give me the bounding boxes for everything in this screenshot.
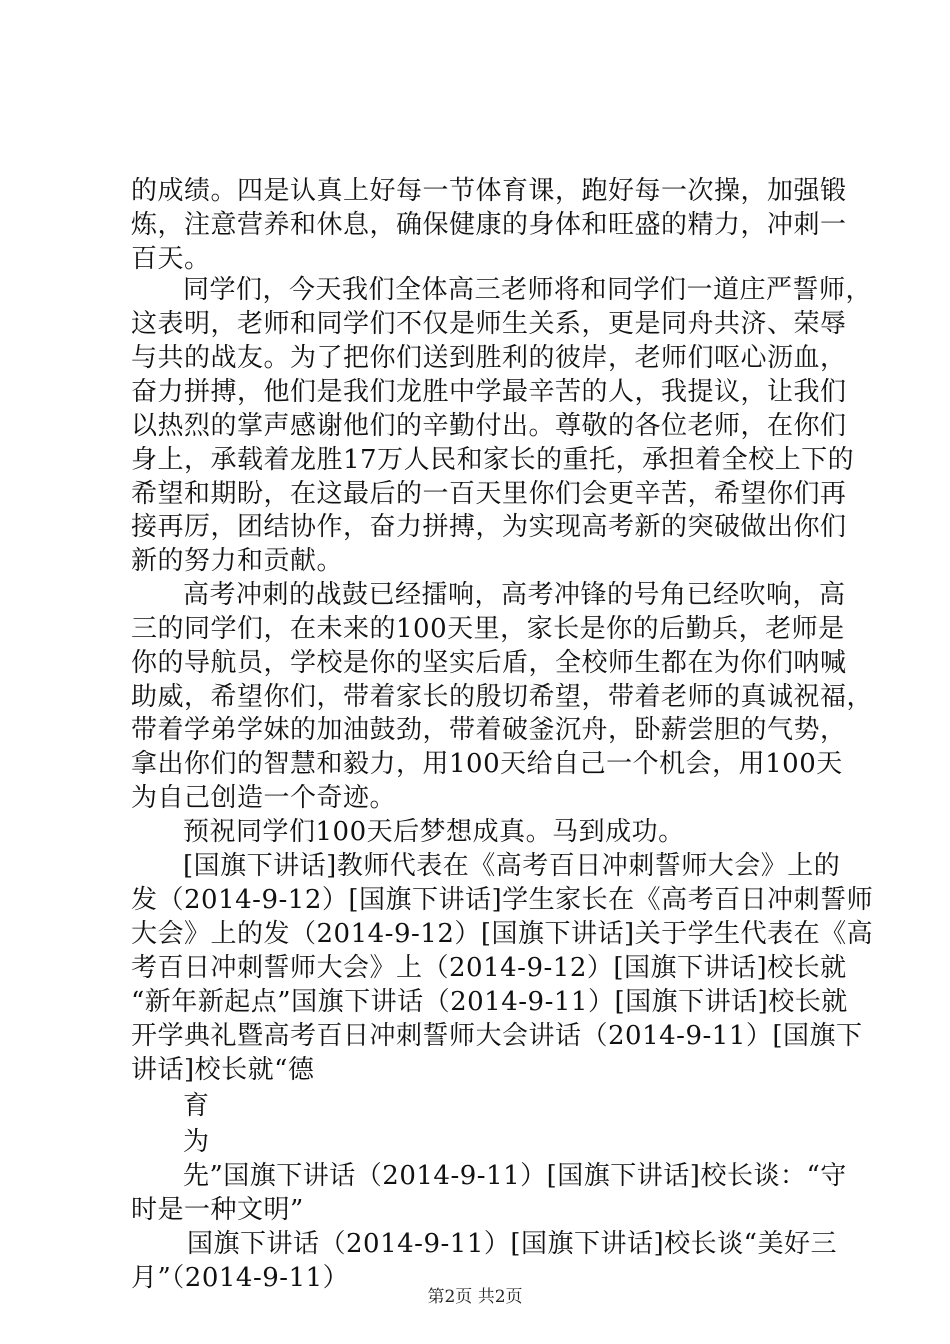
page-footer: 第2页 共2页 bbox=[427, 1287, 523, 1307]
paragraph-first-line: [国旗下讲话]教师代表在《高考百日冲刺誓师大会》上的 bbox=[183, 851, 841, 881]
body-text-line: 与共的战友。为了把你们送到胜利的彼岸，老师们呕心沥血， bbox=[131, 343, 847, 373]
paragraph-first-line: 同学们，今天我们全体高三老师将和同学们一道庄严誓师， bbox=[183, 275, 873, 305]
body-text-line: 这表明，老师和同学们不仅是师生关系，更是同舟共济、荣辱 bbox=[131, 309, 847, 339]
body-text-line: 身上，承载着龙胜17万人民和家长的重托，承担着全校上下的 bbox=[131, 445, 855, 475]
paragraph-first-line: 高考冲刺的战鼓已经擂响，高考冲锋的号角已经吹响，高 bbox=[183, 580, 846, 610]
body-text-line: 拿出你们的智慧和毅力，用100天给自己一个机会，用100天 bbox=[131, 749, 843, 779]
body-text-line: 新的努力和贡献。 bbox=[131, 546, 344, 576]
body-text-line: 的成绩。四是认真上好每一节体育课，跑好每一次操，加强锻 bbox=[131, 176, 847, 206]
body-text-line: 百天。 bbox=[131, 244, 211, 274]
body-text-line: “新年新起点”国旗下讲话（2014-9-11）[国旗下讲话]校长就 bbox=[131, 987, 848, 1017]
body-text-line: 为 bbox=[183, 1127, 210, 1157]
body-text-line: 时是一种文明” bbox=[131, 1195, 304, 1225]
body-text-line: 大会》上的发（2014-9-12）[国旗下讲话]关于学生代表在《高 bbox=[131, 919, 874, 949]
body-text-line: 月”（2014-9-11） bbox=[131, 1263, 350, 1293]
body-text-line: 发（2014-9-12）[国旗下讲话]学生家长在《高考百日冲刺誓师 bbox=[131, 885, 874, 915]
body-text-line: 为自己创造一个奇迹。 bbox=[131, 783, 397, 813]
body-text-line: 三的同学们，在未来的100天里，家长是你的后勤兵，老师是 bbox=[131, 614, 845, 644]
body-text-line: 带着学弟学妹的加油鼓劲，带着破釜沉舟，卧薪尝胆的气势， bbox=[131, 715, 847, 745]
body-text-line: 以热烈的掌声感谢他们的辛勤付出。尊敬的各位老师，在你们 bbox=[131, 411, 847, 441]
body-text-line: 考百日冲刺誓师大会》上（2014-9-12）[国旗下讲话]校长就 bbox=[131, 953, 847, 983]
body-text-line: 开学典礼暨高考百日冲刺誓师大会讲话（2014-9-11）[国旗下 bbox=[131, 1021, 863, 1051]
body-text-line: 育 bbox=[183, 1091, 210, 1121]
body-text-line: 讲话]校长就“德 bbox=[131, 1055, 315, 1085]
body-text-line: 国旗下讲话（2014-9-11）[国旗下讲话]校长谈“美好三 bbox=[187, 1229, 837, 1259]
body-text-line: 你的导航员，学校是你的坚实后盾，全校师生都在为你们呐喊 bbox=[131, 648, 847, 678]
body-text-line: 接再厉，团结协作，奋力拼搏，为实现高考新的突破做出你们 bbox=[131, 512, 847, 542]
body-text-line: 助威，希望你们，带着家长的殷切希望，带着老师的真诚祝福， bbox=[131, 682, 874, 712]
body-text-line: 奋力拼搏，他们是我们龙胜中学最辛苦的人，我提议，让我们 bbox=[131, 377, 847, 407]
body-text-line: 先”国旗下讲话（2014-9-11）[国旗下讲话]校长谈：“守 bbox=[183, 1161, 847, 1191]
paragraph-first-line: 预祝同学们100天后梦想成真。马到成功。 bbox=[183, 817, 685, 847]
body-text-line: 炼，注意营养和休息，确保健康的身体和旺盛的精力，冲刺一 bbox=[131, 210, 847, 240]
body-text-line: 希望和期盼，在这最后的一百天里你们会更辛苦，希望你们再 bbox=[131, 479, 847, 509]
